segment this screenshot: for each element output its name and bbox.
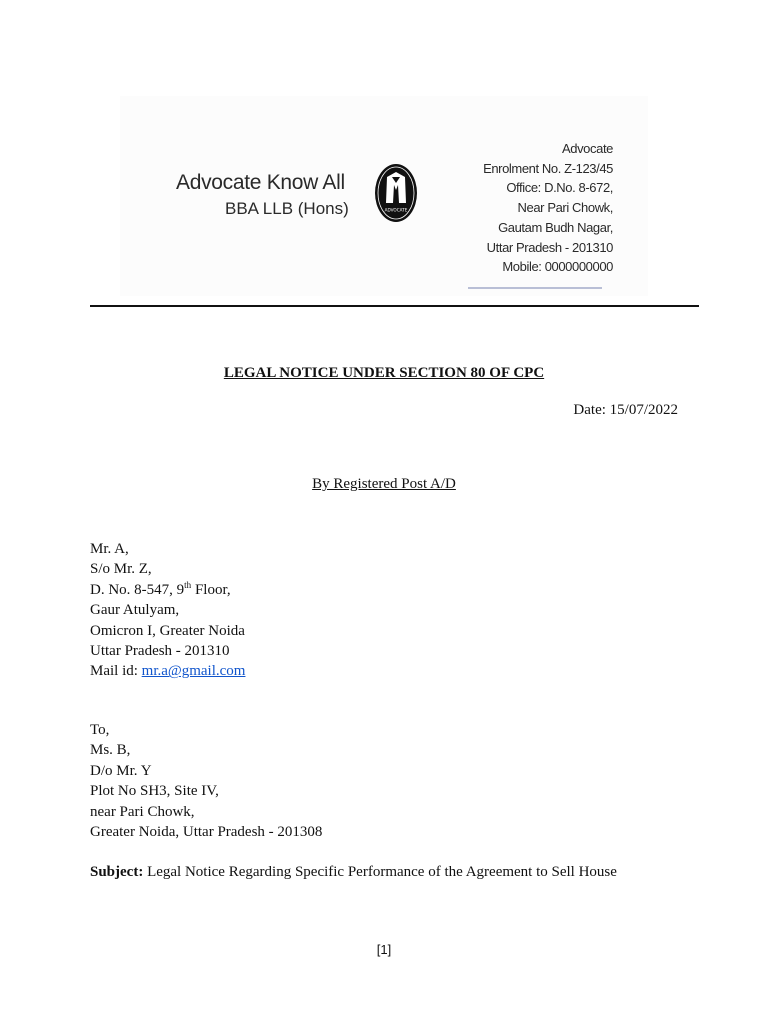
notice-date: Date: 15/07/2022	[573, 402, 678, 418]
email-link[interactable]: mr.a@gmail.com	[141, 663, 246, 680]
page-number: [1]	[376, 942, 392, 957]
recipient-address-line: Plot No SH3, Site IV,	[90, 783, 219, 800]
advocate-gown-emblem-icon	[374, 163, 418, 223]
recipient-salutation: To,	[90, 722, 110, 738]
contact-underline	[468, 287, 602, 289]
contact-enrolment: Enrolment No. Z-123/45	[483, 160, 613, 176]
contact-title: Advocate	[561, 141, 613, 156]
sender-address-line: D. No. 8-547, 9th Floor,	[90, 579, 231, 598]
post-method: By Registered Post A/D	[312, 476, 456, 492]
contact-office: Office: D.No. 8-672,	[506, 180, 613, 196]
recipient-address-line: near Pari Chowk,	[90, 803, 195, 820]
recipient-address-block	[90, 720, 322, 842]
sender-name: Mr. A,	[90, 541, 129, 557]
notice-title: LEGAL NOTICE UNDER SECTION 80 OF CPC	[223, 365, 545, 381]
recipient-address-line: Greater Noida, Uttar Pradesh - 201308	[90, 824, 323, 841]
sender-relation: S/o Mr. Z,	[90, 561, 152, 578]
recipient-relation: D/o Mr. Y	[90, 762, 152, 779]
subject-line	[90, 864, 617, 881]
contact-state: Uttar Pradesh - 201310	[486, 239, 613, 255]
contact-mobile: Mobile: 0000000000	[502, 259, 613, 275]
advocate-name: Advocate Know All	[176, 171, 345, 194]
sender-address-line: Omicron I, Greater Noida	[90, 622, 245, 639]
emblem-caption: ADVOCATE	[384, 207, 408, 213]
subject-text: Legal Notice Regarding Specific Performance of the Agreement to Sell House	[143, 864, 617, 880]
sender-address-line: Gaur Atulyam,	[90, 602, 180, 619]
sender-address-line: Uttar Pradesh - 201310	[90, 643, 230, 660]
sender-mail	[90, 661, 245, 681]
contact-district: Gautam Budh Nagar,	[498, 219, 613, 235]
contact-details	[483, 139, 613, 277]
contact-landmark: Near Pari Chowk,	[517, 200, 613, 216]
advocate-degree: BBA LLB (Hons)	[225, 199, 349, 218]
subject-label: Subject:	[90, 864, 144, 880]
header-divider	[90, 305, 699, 307]
recipient-name: Ms. B,	[90, 742, 131, 759]
mail-label: Mail id:	[90, 663, 142, 680]
sender-address-block	[90, 539, 245, 682]
